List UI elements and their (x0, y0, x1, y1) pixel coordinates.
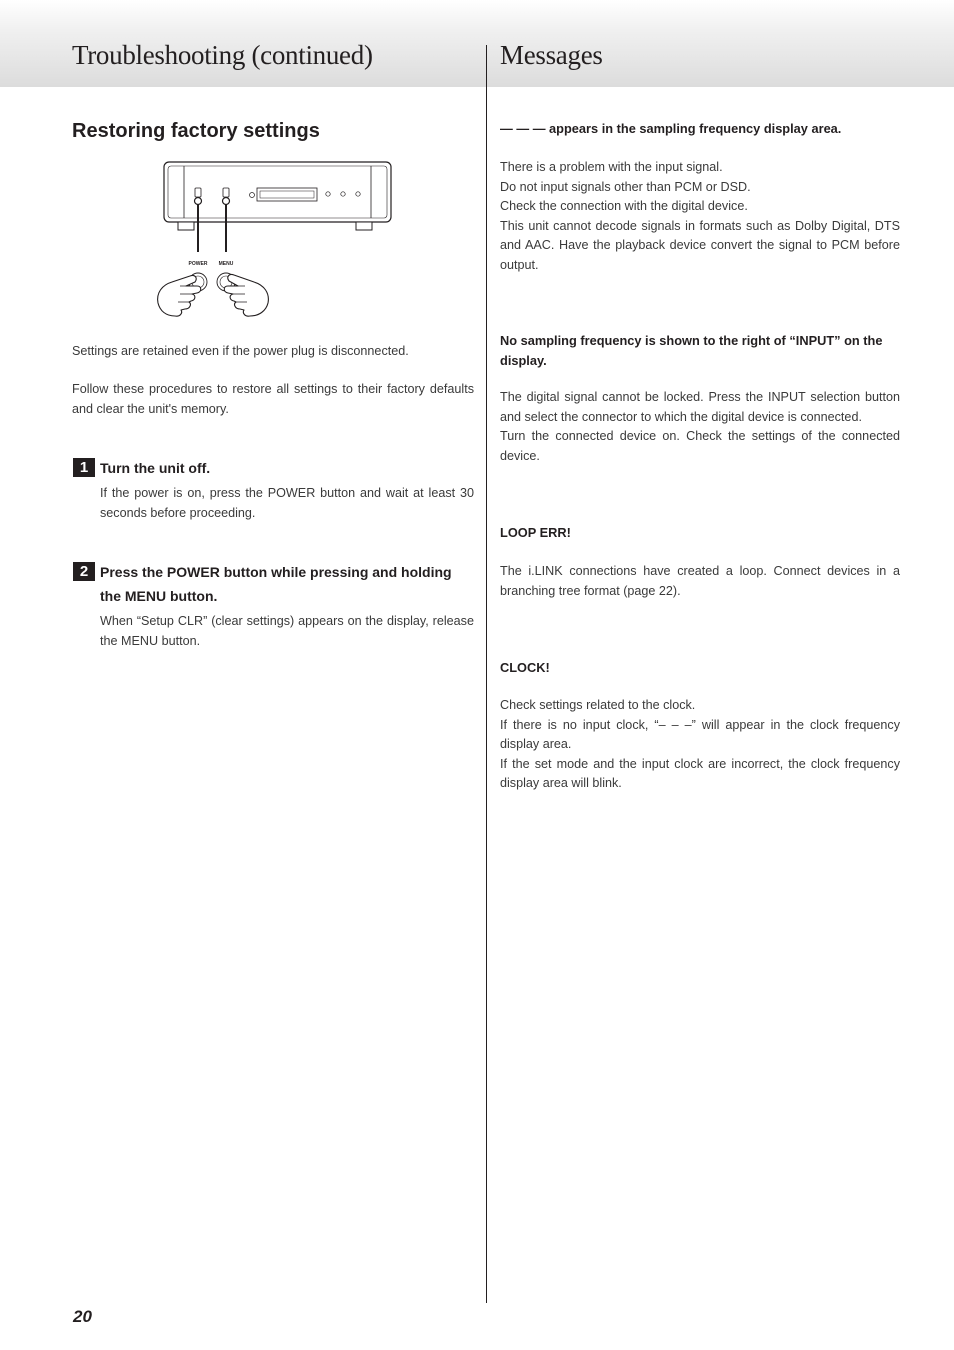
left-page-title: Troubleshooting (continued) (72, 40, 373, 70)
message-line: This unit cannot decode signals in formats such as Dolby Digital, DTS and AAC. Have the playback device convert the signal to PCM before output. (500, 218, 900, 272)
power-label: POWER (188, 261, 208, 267)
message-body-loop-err (500, 562, 900, 601)
message-line: Check the connection with the digital device. (500, 199, 748, 213)
message-line: There is a problem with the input signal. (500, 160, 723, 174)
message-body-no-sampling-frequency (500, 388, 900, 466)
right-page-title: Messages (500, 40, 603, 70)
menu-label: MENU (218, 261, 234, 267)
section-heading-restoring: Restoring factory settings (72, 120, 320, 142)
message-body-clock (500, 696, 900, 794)
paragraph-settings-retained: Settings are retained even if the power plug is disconnected. (72, 344, 409, 358)
message-line: Turn the connected device on. Check the settings of the connected device. (500, 429, 900, 463)
message-title-loop-err: LOOP ERR! (500, 525, 571, 540)
message-line: Check settings related to the clock. (500, 698, 696, 712)
step-2-body: When “Setup CLR” (clear settings) appears on the display, release the MENU button. (100, 614, 474, 648)
message-title-sampling-dashes: — — — appears in the sampling frequency display area. (500, 121, 842, 136)
step-2-title: Press the POWER button while pressing and holding the MENU button. (100, 564, 452, 604)
step-2-number: 2 (73, 562, 95, 581)
message-line: The digital signal cannot be locked. Press the INPUT selection button and select the connector to which the digital device is connected. (500, 390, 900, 424)
message-line: The i.LINK connections have created a loop. Connect devices in a branching tree format (page 22). (500, 564, 900, 598)
message-line: If the set mode and the input clock are incorrect, the clock frequency display area will blink. (500, 756, 900, 790)
step-1-number: 1 (73, 458, 95, 477)
message-line: Do not input signals other than PCM or DSD. (500, 179, 751, 194)
message-title-no-sampling-frequency: No sampling frequency is shown to the right of “INPUT” on the display. (500, 333, 883, 368)
message-line: If there is no input clock, “– – –” will appear in the clock frequency display area. (500, 717, 900, 751)
column-divider (486, 45, 487, 1303)
page-number: 20 (73, 1307, 92, 1326)
paragraph-restore-intro: Follow these procedures to restore all settings to their factory defaults and clear the unit's memory. (72, 382, 474, 416)
device-front-panel-illustration (150, 155, 400, 320)
message-title-clock: CLOCK! (500, 660, 550, 675)
step-1-title: Turn the unit off. (100, 460, 211, 476)
step-1-body: If the power is on, press the POWER button and wait at least 30 seconds before proceeding. (100, 486, 474, 520)
message-body-sampling-dashes (500, 158, 900, 275)
